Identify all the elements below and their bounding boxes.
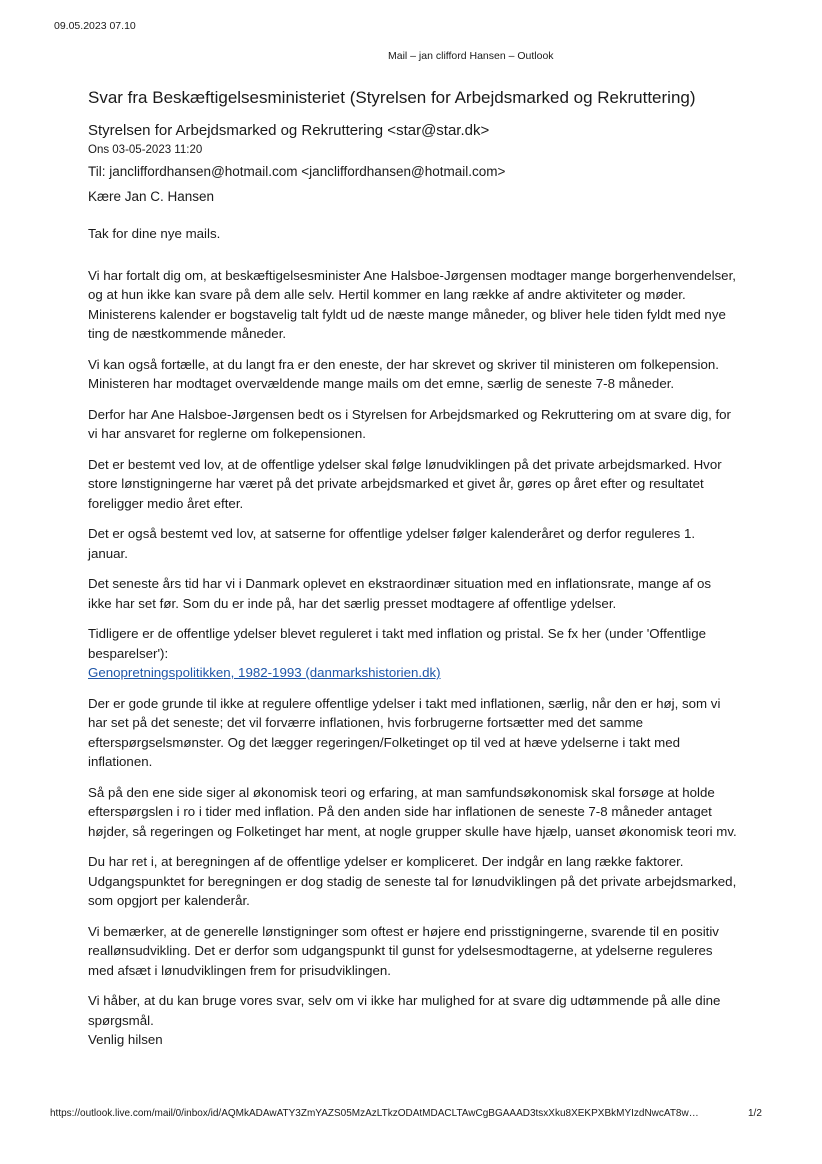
email-body	[88, 224, 748, 1050]
email-date: Ons 03-05-2023 11:20	[88, 144, 203, 156]
paragraph-line: efterspørgselsmønster. Og det lægger regeringen/Folketinget op til ved at hæve ydelserne i takt med	[88, 734, 681, 750]
paragraph-line: Venlig hilsen	[88, 1032, 163, 1047]
paragraph-line: Vi kan også fortælle, at du langt fra er den eneste, der har skrevet og skriver til ministeren om folkepension.	[88, 356, 719, 372]
email-paragraph	[88, 624, 748, 683]
paragraph-line: Så på den ene side siger al økonomisk teori og erfaring, at man samfundsøkonomisk skal forsøge at holde	[88, 784, 715, 800]
paragraph-line: Vi har fortalt dig om, at beskæftigelsesminister Ane Halsboe-Jørgensen modtager mange borgerhenvendelser,	[88, 267, 736, 283]
paragraph-line: Ministeren har modtaget overvældende mange mails om det emne, særlig de seneste 7-8 måneder.	[88, 376, 675, 391]
email-paragraph	[88, 922, 748, 981]
email-paragraph	[88, 852, 748, 911]
paragraph-line: Tidligere er de offentlige ydelser blevet reguleret i takt med inflation og pristal. Se fx her (under 'Offentlige	[88, 626, 706, 641]
paragraph-line: Vi håber, at du kan bruge vores svar, selv om vi ikke har mulighed for at svare dig udtømmende på alle dine	[88, 993, 721, 1008]
paragraph-line: spørgsmål.	[88, 1012, 154, 1028]
email-recipient: Til: jancliffordhansen@hotmail.com <jancliffordhansen@hotmail.com>	[88, 164, 506, 179]
email-paragraph	[88, 455, 748, 514]
print-footer-url: https://outlook.live.com/mail/0/inbox/id/AQMkADAwATY3ZmYAZS05MzAzLTkzODAtMDACLTAwCgBGAAAD3tsxXku8XEKPXBkMYIzdNwcAT8w…	[50, 1108, 699, 1119]
paragraph-line: vi har ansvaret for reglerne om folkepensionen.	[88, 426, 366, 441]
paragraph-line: foreligger medio året efter.	[88, 495, 244, 511]
paragraph-line: besparelser'):	[88, 645, 169, 661]
print-title: Mail – jan clifford Hansen – Outlook	[388, 50, 554, 62]
email-paragraph	[88, 783, 748, 842]
paragraph-line: Det seneste års tid har vi i Danmark oplevet en ekstraordinær situation med en inflationsrate, mange af os	[88, 576, 712, 591]
paragraph-line: ikke har set før. Som du er inde på, har det særlig presset modtagere af offentlige ydelser.	[88, 595, 617, 611]
email-paragraph	[88, 266, 748, 344]
paragraph-line: Det er også bestemt ved lov, at satserne for offentlige ydelser følger kalenderåret og derfor reguleres 1.	[88, 526, 696, 541]
paragraph-line: Tak for dine nye mails.	[88, 226, 221, 241]
paragraph-line: Der er gode grunde til ikke at regulere offentlige ydelser i takt med inflationen, særlig, når den er høj, som vi	[88, 695, 721, 711]
paragraph-line: reallønsudvikling. Det er derfor som udgangspunkt til gunst for ydelsesmodtagerne, at ydelserne reguleres	[88, 943, 713, 958]
paragraph-line: Derfor har Ane Halsboe-Jørgensen bedt os i Styrelsen for Arbejdsmarked og Rekruttering om at svare dig, for	[88, 406, 731, 422]
email-paragraph	[88, 405, 748, 444]
email-message	[88, 88, 748, 1061]
paragraph-line: Ministerens kalender er bogstavelig talt fyldt ud de næste mange måneder, og bliver hele tiden fyldt med nye	[88, 306, 726, 322]
email-paragraph	[88, 694, 748, 772]
email-paragraph	[88, 224, 748, 244]
paragraph-line: efterspørgslen i ro i tider med inflation. På den anden side har inflationen de seneste 7-8 måneder antaget	[88, 804, 712, 819]
email-paragraph	[88, 574, 748, 613]
paragraph-line: Udgangspunktet for beregningen er dog stadig de seneste tal for lønudviklingen på det private arbejdsmarked,	[88, 873, 737, 889]
paragraph-line: og at hun ikke kan svare på dem alle selv. Hertil kommer en lang række af andre aktiviteter og møder.	[88, 287, 686, 302]
email-paragraph	[88, 524, 748, 563]
paragraph-line: Vi bemærker, at de generelle lønstigninger som oftest er højere end prisstigningerne, svarende til en positiv	[88, 923, 719, 939]
print-date: 09.05.2023 07.10	[54, 20, 136, 32]
paragraph-line: store lønstigningerne har været på det private arbejdsmarked et givet år, gøres op året efter og resultatet	[88, 476, 704, 491]
paragraph-line: inflationen.	[88, 754, 153, 769]
email-paragraph	[88, 355, 748, 394]
paragraph-line: højder, så regeringen og Folketinget har ment, at nogle grupper skulle have hjælp, uanset økonomisk teori mv.	[88, 823, 737, 839]
email-greeting: Kære Jan C. Hansen	[88, 189, 215, 204]
page-number: 1/2	[748, 1108, 762, 1119]
danmarkshistorien-link[interactable]: Genopretningspolitikken, 1982-1993 (danmarkshistorien.dk)	[88, 665, 441, 680]
paragraph-line: som opgjort per kalenderår.	[88, 893, 250, 908]
paragraph-line: Du har ret i, at beregningen af de offentlige ydelser er kompliceret. Der indgår en lang række faktorer.	[88, 854, 684, 869]
email-subject: Svar fra Beskæftigelsesministeriet (Styrelsen for Arbejdsmarked og Rekruttering)	[88, 88, 696, 107]
email-paragraph	[88, 991, 748, 1050]
email-sender: Styrelsen for Arbejdsmarked og Rekruttering <star@star.dk>	[88, 122, 490, 139]
paragraph-line: har set på det seneste; det vil forværre inflationen, hvis forbrugerne fortsætter med det samme	[88, 715, 644, 730]
paragraph-line: Det er bestemt ved lov, at de offentlige ydelser skal følge lønudviklingen på det private arbejdsmarked. Hvor	[88, 456, 722, 472]
paragraph-line: januar.	[88, 545, 128, 561]
paragraph-line: med afsæt i lønudviklingen frem for prisudviklingen.	[88, 962, 392, 978]
paragraph-line: ting de næstkommende måneder.	[88, 326, 287, 341]
